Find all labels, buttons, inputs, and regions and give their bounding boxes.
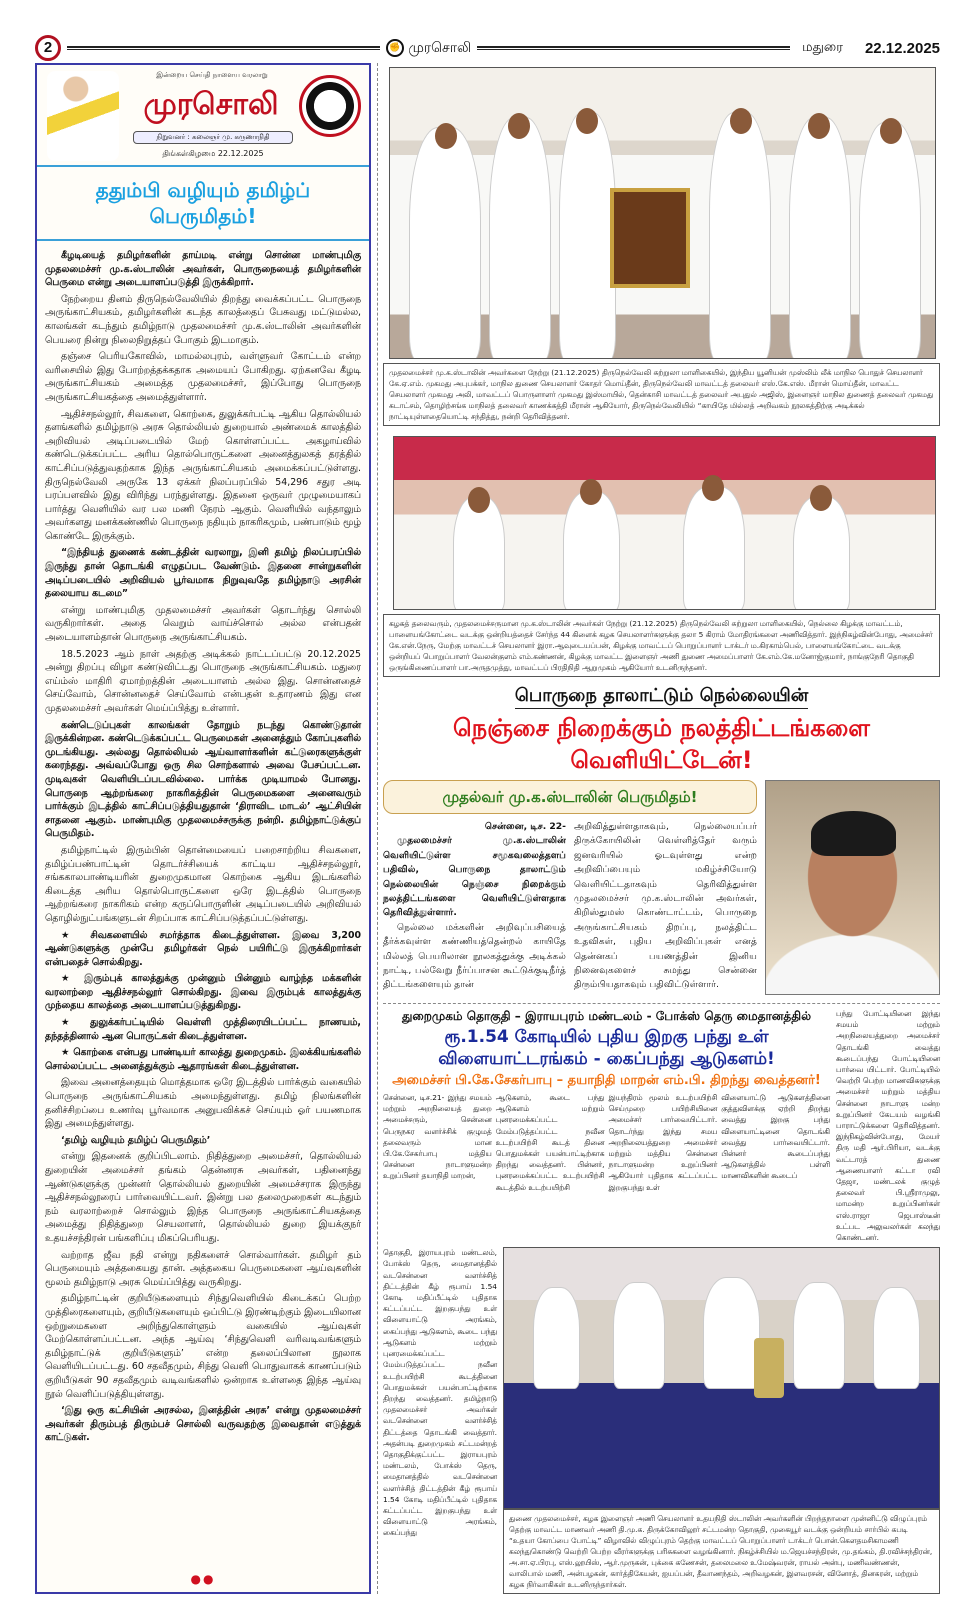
editorial-paragraph: “இந்தியத் துணைக் கண்டத்தின் வரலாறு, இனி தமிழ் நிலப்பரப்பில் இருந்து தான் தொடங்கி எழுதப்பட வேண்டும். இதனை சான்றுகளின் அடிப்படையில் அறிவியல் பூர்வமாக நிறுவுவதே தமிழ்நாடு அரசின் தலையாய கடமை” — [45, 547, 361, 600]
editorial-paragraph: தமிழ்நாட்டின் குறியீடுகளையும் சிந்துவெளியில் கிடைக்கப் பெற்ற முத்திரைகளையும், குறியீடுகளையும் ஒப்பிட்டு இரண்டிற்கும் இடையிலான ஒற்றுமைகளை அறிந்துகொள்ளும் வகையில் ஆய்வுகள் மேற்கொள்ளப்பட்டன. அந்த ஆய்வு ‘சிந்துவெளி வரிவடிவங்களும் தமிழ்நாட்டுக் குறியீடுகளும்’ என்ற தலைப்பிலான நூலாக வெளியிடப்பட்டது. 60 சதவீதமும், சிந்து வெளி பொதுவாகக் காணப்படும் குறியீடுகள் 90 சதவீதமும் வடிவங்களில் ஒன்றாக உள்ளதை இந்த ஆய்வு நூல் வெளிப்படுத்தியுள்ளது. — [45, 1293, 361, 1400]
story2-column: இயந்திரம் மூலம் உடற்பயிற்சி செய்முறை பயிற்சியினை அமைச்சர் பார்வையிட்டார். தொடர்ந்து இந்து சமய அறநிலையத்துறை அமைச்சர் மற்றும் மத்திய சென்னை நாடாளுமன்ற உறுப்பினர் ஆகியோர் புதிதாக கட்டப்பட்ட இறகுபந்து உள் — [608, 1093, 718, 1192]
editorial-paragraph: வற்றாத ஜீவ நதி என்று நதிகளைச் சொல்வார்கள். தமிழர் தம் பெருமையும் அத்தகையது தான். அத்தகைய பெருமைகளை ஆய்வுகளின் மூலம் தமிழ்நாடு அரசு மெய்ப்பித்து வருகிறது. — [45, 1249, 361, 1288]
story2-column: விளையாட்டு ஆடுகளத்தினை குத்துவிளக்கு ஏற்றி திறந்து வைத்து இறகு பந்து விளையாட்டினை தொடங்கி வைத்து பார்வையிட்டார். பின்னர் கூடைப்பந்து ஆடுகளத்தில் பள்ளி மாணவிகளின் கூடைப் — [721, 1093, 830, 1181]
editorial-paragraph: ★ துலுக்கர்பட்டியில் வெள்ளி முத்திரையிடப்பட்ட நாணயம், தந்தத்தினால் ஆன பொருட்கள் கிடைத்துள்ளன. — [45, 1017, 361, 1042]
header-paper-name — [386, 39, 471, 58]
editorial-body — [37, 241, 369, 1445]
photo-ring-ceremony — [393, 436, 936, 610]
masthead-tagline: இன்றைய செய்தி நாளைய வரலாறு — [156, 71, 268, 79]
editorial-paragraph: என்று இதனைக் குறிப்பிடலாம். நிதித்துறை அமைச்சர், தொல்லியல் துறையின் அமைச்சர் தங்கம் தென்னரசு அவர்கள், பதினைந்து ஆண்டுகளுக்கு முன்னர் தொல்லியல் துறையின் அமைச்சராக இருந்து ஆதிச்சநல்லூரைப் பார்வையிட்டவர். இன்று பல தலைமுறைகள் கடந்தும் நம் வரலாற்றைச் சொல்லும் இந்த பொருநை அருங்காட்சியகத்தை அமைத்து நிதித்துறை செயலாளர், தொல்லியல் துறை இயக்குநர் உதயச்சந்திரன் பங்களிப்பு மிகப்பெரியது. — [45, 1151, 361, 1244]
editorial-paragraph: 18.5.2023 ஆம் நாள் அதற்கு அடிக்கல் நாட்டப்பட்டு 20.12.2025 அன்று திறப்பு விழா கண்டுவிட்டது பொருநை அருங்காட்சியகம். மதுரை எய்ம்ஸ் மாதிரி ஏமாற்றத்தின் அடையாளம் அல்ல இது. சொன்னதைச் செய்வோம், சொன்னதைச் செய்வோம் என்பதன் உதாரணம் இது என முதலமைச்சர் அவர்கள் மெய்ப்பித்து உள்ளார். — [45, 648, 361, 714]
story2-left-column: தொகுதி, இராயபுரம் மண்டலம், போக்ஸ் தெரு, மைதானத்தில் வடசென்னை வளர்ச்சித் திட்டத்தின் கீழ் ரூபாய் 1.54 கோடி மதிப்பீட்டில் புதிதாக கட்டப்பட்ட இறகுபந்து உள் விளையாட்டு அரங்கம், கைப்பந்து ஆடுகளம், கூடை பந்து ஆடுகளம் மற்றும் புனரமைக்கப்பட்ட மேம்படுத்தப்பட்ட நவீன உடற்பயிற்சி கூடத்தினை பொதுமக்கள் பயன்பாட்டிற்காக திறந்து வைத்தனர். தமிழ்நாடு முதலமைச்சர் அவர்கள் வடசென்னை வளர்ச்சித் திட்டத்தை தொடங்கி வைத்தார். அதன்படி துறைமுகம் சட்டமன்றத் தொகுதிக்குட்பட்ட இராயபுரம் மண்டலம், போக்ஸ் தெரு, மைதானத்தில் வடசென்னை வளர்ச்சித் திட்டத்தின் கீழ் ரூபாய் 1.54 கோடி மதிப்பீட்டில் புதிதாக கட்டப்பட்ட இறகுபந்து உள் விளையாட்டு அரங்கம், கைப்பந்து — [383, 1248, 497, 1538]
masthead-date: திங்கள்கிழமை 22.12.2025 — [162, 149, 264, 158]
story1-body: நெல்லை மக்களின் அறிவுப்பசியைத் தீர்க்கவுள்ள கண்ணியத்தென்றல் காயிதே மில்லத் பெயரிலான நூலகத்துக்கு அடிக்கல் நாட்டி, பல்வேறு நீர்ப்பாசன கூட்டுக்குடிநீர்த் திட்டங்களையும் தான் — [383, 921, 566, 991]
masthead — [37, 65, 369, 167]
photo3-caption: துணை முதலமைச்சர், கழக இளைஞர் அணி செயலாளர் உதயநிதி ஸ்டாலின் அவர்களின் பிறந்தநாளை முன்னிட்டு விழுப்புரம் தெற்கு மாவட்ட மாணவர் அணி தி.மு.க. திருக்கோவிலூர் சட்டமன்ற தொகுதி, முகையூர் வடக்கு ஒன்றியம் சார்பில் கபடி “உதயா கோப்பை போட்டி” விழாவில் விழுப்புரம் தெற்கு மாவட்டப் பொறுப்பாளர் டாக்டர் பொன்.கௌதமசிகாமணி கலந்துகொண்டு வெற்றி பெற்ற வீரர்களுக்கு பரிசுகளை வழங்கினார். நிகழ்ச்சியில் ம.ஜெயச்சந்திரன், மு.தங்கம், தி.ரவிச்சந்திரன், அ.சா.ஏ.பிரபு, எஸ்.லூயிஸ், ஆர்.முருகன், புக்கை கணேசன், தலைமலை உமேஷ்வரன், ராயல் அன்பு, மணிவண்ணன், வாலிபால் மணி, அன்பழகன், கார்த்திகேயன், ஐயப்பன், தீவாணந்தம், அறிவழகன், இளவரசன், வினோத், தினகரன், மற்றும் கழக நிர்வாகிகள் உடனிருந்தார்கள். — [503, 1509, 940, 1594]
masthead-logo: முரசொலி — [143, 88, 279, 121]
founder-line: நிறுவனர் : கலைஞர் மு. கருணாநிதி — [133, 131, 293, 144]
story1-subhead: முதல்வர் மு.க.ஸ்டாலின் பெருமிதம்! — [383, 780, 757, 814]
editorial-paragraph: ‘தமிழ் வழியும் தமிழ்ப் பெருமிதம்’ — [61, 1134, 211, 1146]
chief-minister-portrait — [765, 780, 940, 995]
section-divider — [383, 1003, 940, 1004]
story1-column-2 — [574, 820, 757, 993]
story2-column: ஆடுகளம், கூடை பந்து ஆடுகளம் மற்றும் புனரமைக்கப்பட்ட மேம்படுத்தப்பட்ட நவீன உடற்பயிற்சி கூடத் தினை பொதுமக்கள் பயன்பாட்டிற்காக திறந்து வைத்தனர். பின்னர், புனரமைக்கப்பட்ட உடற்பயிற்சி கூடத்தில் உடற்பயிற்சி — [495, 1093, 605, 1192]
story2-right-column: பந்து போட்டியினை இந்து சமயம் மற்றும் அறநிலையத்துறை அமைச்சர் தொடங்கி வைத்து கூடைப்பந்து போட்டியினை பார்வை யிட்டார். போட்டியில் வெற்றி பெற்ற மாணவிகளுக்கு அமைச்சர் மற்றும் மத்திய சென்னை நாடாளு மன்ற உறுப்பினர் கேடயம் வழங்கி பாராட்டுக்களை தெரிவித்தனர். இந்நிகழ்வின்போது, மேயர் திரு மதி ஆர்.பிரியா, வடக்கு வட்டாரத் துணை ஆணையாளர் கட்டா ரவி தேஜா, மண்டலக் குழுத் தலைவர் பி.ஸ்ரீராமுலு, மாமன்ற உறுப்பினர்கள் எஸ்.ராஜா ஜெபாஸ்டீன் உட்பட அலுவலர்கள் கலந்து கொண்டனர். — [836, 1009, 940, 1243]
edition-date: 22.12.2025 — [864, 39, 941, 57]
party-seal-icon — [299, 75, 361, 137]
editorial-headline: ததும்பி வழியும் தமிழ்ப் பெருமிதம்! — [37, 167, 369, 241]
trophy-icon — [754, 1338, 784, 1398]
framed-portrait — [610, 188, 690, 288]
story2-kicker: துறைமுகம் தொகுதி – இராயபுரம் மண்டலம் - போக்ஸ் தெரு மைதானத்தில் — [401, 1009, 812, 1023]
story1-dateline: சென்னை, டிச. 22- — [484, 821, 566, 832]
story1-body-cont: அறிவித்துள்ளதாகவும், நெல்லையப்பர் திருக்கோயிலின் வெள்ளித்தேர் வரும் ஜனவரியில் ஓடவுள்ளது என்ற அறிவிப்பையும் மகிழ்ச்சியோடு வெளியிட்டதாகவும் தெரிவித்துள்ள முதலமைச்சர் மு.க.ஸ்டாலின் அவர்கள், கிறிஸ்துமஸ் கொண்டாட்டம், பொருநை அருங்காட்சியகம் திறப்பு, நலத்திட்ட உதவிகள், புதிய அறிவிப்புகள் எனத் தென்னகப் பயணத்தின் இனிய நினைவுகளைச் சுமந்து சென்னை திரும்பியதாகவும் பதிவிட்டுள்ளார். — [574, 821, 757, 991]
editorial-paragraph: ஆதிச்சநல்லூர், சிவகளை, கொற்கை, துலுக்கர்பட்டி ஆகிய தொல்லியல் தளங்களில் தமிழ்நாடு அரசு தொல்லியல் துறையால் அண்மைக் காலத்தில் அறிவியல் அடிப்படையில் மேற் கொள்ளப்பட்ட அகழாய்வில் கண்டெடுக்கப்பட்ட அரிய தொல்பொருட்களை அனைத்துலகத் தரத்தில் காட்சிப்படுத்துவதற்காக இந்த அருங்காட்சியகம் அமைக்கப்பட்டுள்ளது. திருநெல்வேலி அருகே 13 ஏக்கர் நிலப்பரப்பில் 54,296 சதுர அடி பரப்பளவில் இது விரிந்து பரந்துள்ளது. இதனை ஒருவர் முழுமையாகப் பார்த்து வெளியில் வர பல மணி நேரம் ஆகும். வெளியில் வந்தாலும் அவர்களது மனக்கண்ணில் பொருநை நதியும் நாகரிகமும், பண்பாடும் மூழ் கொண்டே இருக்கும். — [45, 408, 361, 542]
story1-kicker — [383, 685, 940, 708]
column-divider — [371, 63, 378, 1594]
edition-city: மதுரை — [802, 40, 843, 55]
photo-kabaddi-prize — [503, 1247, 940, 1509]
drum-logo-icon: ✊ — [386, 39, 404, 57]
editorial-paragraph: கீழடியைத் தமிழர்களின் தாய்மடி என்று சொன்ன மாண்புமிகு முதலமைச்சர் மு.க.ஸ்டாலின் அவர்கள், பொருநையைத் தமிழர்களின் பெருமை என்று அடையாளப்படுத்தி இருக்கிறார். — [45, 250, 361, 289]
editorial-paragraph: ★ சிவகளையில் சமர்த்தாக கிடைத்துள்ளன. இவை 3,200 ஆண்டுகளுக்கு முன்பே தமிழர்கள் நெல் பயிரிட்டு இருக்கிறார்கள் என்பதைச் சொல்கிறது. — [45, 929, 361, 968]
story2-subhead: அமைச்சர் பி.கே.சேகர்பாபு – தயாநிதி மாறன் எம்.பி. திறந்து வைத்தனர்! — [392, 1073, 821, 1088]
editorial-paragraph: நேற்றைய தினம் திருநெல்வேலியில் திறந்து வைக்கப்பட்ட பொருநை அருங்காட்சியகம், தமிழர்களின் கடந்த காலத்தைப் பேசுவது மட்டுமல்ல, காலங்கள் கடந்தும் தமிழ்நாடு முதலமைச்சர் மு.க.ஸ்டாலின் அவர்களின் பெயரை நின்று நிலைநிறுத்தப் போகும் இடமாகும். — [45, 293, 361, 346]
story2-headline: ரூ.1.54 கோடியில் புதிய இறகு பந்து உள் விளையாட்டரங்கம் - கைப்பந்து ஆடுகளம்! — [438, 1027, 775, 1069]
editorial-column — [35, 63, 371, 1594]
editorial-paragraph: என்று மாண்புமிகு முதலமைச்சர் அவர்கள் தொடர்ந்து சொல்லி வருகிறார்கள். அதை வெறும் வாய்ச்சொல் அல்ல என்பதன் அடையாளம்தான் பொருநை அருங்காட்சியகம். — [45, 604, 361, 644]
founder-illustration — [47, 71, 119, 161]
editorial-paragraph: ★ இரும்புக் காலத்துக்கு முன்னும் பின்னும் வாழ்ந்த மக்களின் வரலாற்றை ஆதிச்சநல்லூர் சொல்கிறது. இவை இரும்புக் காலத்துக்கு முந்தைய காலத்தை அடையாளப்படுத்துகிறது. — [45, 973, 361, 1012]
editorial-paragraph: தஞ்சை பெரியகோவில், மாமல்லபுரம், வள்ளுவர் கோட்டம் என்ற வரிசையில் இது போற்றத்தக்கதாக அமையப் போகிறது. ஏற்கனவே கீழடி அருங்காட்சியகம் அமைத்த முதலமைச்சர், இப்போது பொருநை அருங்காட்சியகத்தை அமைத்துள்ளார். — [45, 351, 361, 403]
story2-column: சென்னை, டிச.21- இந்து சமயம் மற்றும் அறநிலையத் துறை அமைச்சரும், சென்னை பெருநகர வளர்ச்சிக் குழுமத் தலைவரும் மான பி.கே.சேகர்பாபு மத்திய சென்னை நாடாளுமன்ற உறுப்பினர் தயாநிதி மாறன், — [383, 1093, 492, 1181]
story1-lead: முதலமைச்சர் மு.க.ஸ்டாலின் வெளியிட்டுள்ள சமூகவலைத்தளப் பதிவில், பொருநை தாலாட்டும் நெல்லையின் நெஞ்சை நிறைக்கும் நலத்திட்டங்களை வெளியிட்டுள்ளதாக தெரிவித்துள்ளார். — [383, 835, 566, 919]
story1-kicker-text: பொருநை தாலாட்டும் நெல்லையின் — [515, 685, 808, 709]
story1-headline: நெஞ்சை நிறைக்கும் நலத்திட்டங்களை வெளியிட்டேன்! — [453, 714, 870, 774]
editorial-paragraph: ‘இது ஒரு கட்சியின் அரசல்ல, இனத்தின் அரசு’ என்று முதலமைச்சர் அவர்கள் திரும்பத் திரும்பச் சொல்லி வருவதற்கு இவைதான் எடுத்துக் காட்டுகள். — [45, 1405, 361, 1444]
end-marker: ●● — [190, 1572, 216, 1587]
editorial-paragraph: ★ கொற்கை என்பது பாண்டியர் காலத்து துறைமுகம். இலக்கியங்களில் சொல்லப்பட்ட அனைத்துக்கும் ஆதாரங்கள் கிடைத்துள்ளன. — [45, 1047, 361, 1072]
photo1-caption: முதலமைச்சர் மு.க.ஸ்டாலின் அவர்களை நேற்று (21.12.2025) திருநெல்வேலி சுற்றுலா மாளிகையில், இந்திய யூனியன் முஸ்லிம் லீக் மாநில பொதுச் செயலாளர் கே.ஏ.எம். முகமது அபுபக்கர், மாநில துணை செயலாளர் கோதர் மொய்தீன், திருநெல்வேலி மாவட்டத் தலைவர் எஸ்.கே.எஸ். மீரான் மொய்தீன், மாவட்ட செயலாளர் முகமது அலி, மாவட்டப் பொருளாளர் முகமது இஸ்மாயில், தென்காசி மாவட்டத் தலைவர் அபுதுல் அஜிஸ், இளைஞர் மாநில துணைத் தலைவர் முகமது கடாட்சம், தொழிற்சங்க மாநிலத் தலைவர் காணக்கத்தி மீரான் ஆகியோர், திருநெல்வேலியில் “காயிதே மில்லத் அறிவகம் நூலகத்திற்கு அடிக்கல் நாட்டியுள்ளதையொட்டி சந்தித்து, நன்றி தெரிவித்தனர். — [383, 363, 940, 426]
editorial-paragraph: இவை அனைத்தையும் மொத்தமாக ஒரே இடத்தில் பார்க்கும் வகையில் பொருநை அருங்காட்சியகம் அமைந்துள்ளது. தமிழ் நிலங்களின் தனிச்சிறப்பை உணர்வு பூர்வமாக அனுபவிக்கச் செய்யும் ஓர் பயணமாக இது அமைந்துள்ளது. — [45, 1077, 361, 1130]
photo-delegation-meeting — [389, 67, 936, 359]
editorial-paragraph: தமிழ்நாட்டில் இரும்பின் தொன்மையைப் பறைசாற்றிய சிவகளை, தமிழ்ப்பண்பாட்டின் தொடர்ச்சியைக் காட்டிய ஆதிச்சநல்லூர், சங்ககாலபாண்டியரின் துறைமுகமான கொற்கை ஆகிய இடங்களில் கிடைத்த அரிய தொல்பொருட்களை ஒரே இடத்தில் பொருநை ஆற்றங்கரை நாகரிகம் என்ற கருப்பொருளின் அடிப்படையில் அறிவியல் தொழில்நுட்பங்களுடன் சிறப்பாக காட்சிப்படுத்தப்பட்டுள்ளது. — [45, 844, 361, 924]
header-rule — [67, 46, 380, 50]
photo2-caption: கழகத் தலைவரும், முதலமைச்சருமான மு.க.ஸ்டாலின் அவர்கள் நேற்று (21.12.2025) திருநெல்வேலி சுற்றுலா மாளிகையில், நெல்லை கிழக்கு மாவட்டம், பாளையங்கோட்டை வடக்கு ஒன்றியத்தைச் சேர்ந்த 44 கிளைக் கழக செயலாளர்களுக்கு தலா 5 கிராம் மோதிரங்களை அணிவித்தார். இந்நிகழ்வின்போது, அமைச்சர் கே.என்.நேரு, மேற்கு மாவட்டச் செயலாளர் இரா.ஆவுடையப்பன், கிழக்கு மாவட்டப் பொறுப்பாளர் டாக்டர் ம.கிரகாம்பெல், பாளையங்கோட்டை வடக்கு ஒன்றியப் பொறுப்பாளர் வேலன்குளம் எம்.கண்ணன், கிழக்கு மாவட்ட இளைஞர் அணி துணை அமைப்பாளர் கே.எம்.கே.மனோஜ்குமார், நாங்குநேரி தொகுதி ஒருங்கிணைப்பாளர் பா.அருதமுத்து, மாவட்டப் பிரதிநிதி ஆறுமுகம் ஆகியோர் உடனிருந்தனர். — [383, 614, 940, 677]
page-header — [35, 35, 940, 61]
editorial-paragraph: கண்டெடுப்புகள் காலங்கள் தோறும் நடந்து கொண்டுதான் இருக்கின்றன. கண்டெடுக்கப்பட்ட பெருமைகள் அனைத்தும் கோப்புகளில் முடங்கியது. அல்லது தொல்லியல் ஆய்வாளர்களின் கட்டுரைகளுக்குள் கரைந்தது. அவ்வப்போது ஒரு சில சொற்களால் அவை பேசப்பட்டன. முடிவுகள் வெளியிடப்படவில்லை. பார்க்க முடியாமல் போனது. பொருநை ஆற்றங்கரை நாகரிகத்தின் பெருமைகளை அனைவரும் பார்க்கும் இடத்தில் காட்சிப்படுத்தியதுதான் ‘திராவிட மாடல்’ ஆட்சியின் சாதனை ஆகும். மாண்புமிகு முதலமைச்சருக்கு நன்றி. தமிழ்நாட்டுக்குப் பெருமிதம். — [45, 719, 361, 840]
header-paper-label: முரசொலி — [408, 39, 472, 56]
story1-column-1 — [383, 820, 566, 993]
page-number: 2 — [35, 35, 61, 61]
header-rule — [477, 46, 790, 50]
